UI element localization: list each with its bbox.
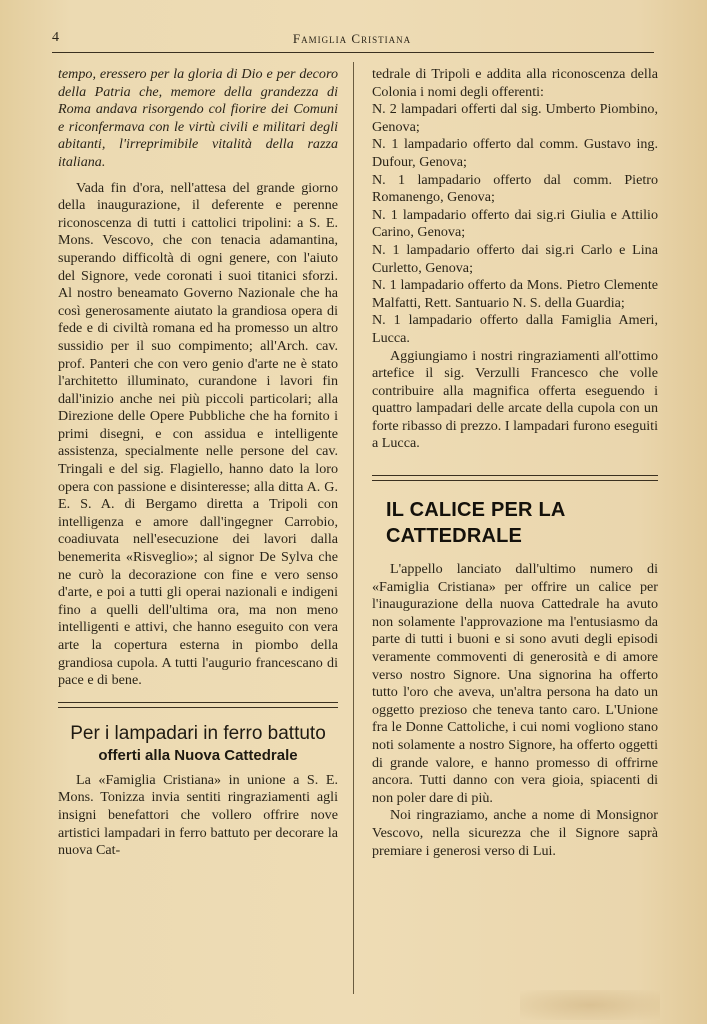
acknowledgement-paragraph: Vada fin d'ora, nell'attesa del grande giorno della inaugurazione, il deferente e perenne riconoscenza di tutti i cattolici tripolini: a S. E. Mons. Vescovo, che con tenacia adamantina, superando difficoltà di ogni genere, con l'aiuto del Signore, vede coronati i suoi titanici sforzi. Al nostro beneamato Governo Nazionale che ha così generosamente aiutato la grandiosa opera di fede e di civiltà romana ed ha promesso un altro sussidio per il suo compimento; all'Arch. cav. prof. Panteri che con vero genio d'arte ne è stato l'architetto illuminato, curandone i lavori fin dall'inizio anche nei più piccoli particolari; alla Direzione delle Opere Pubbliche che ha fornito i primi disegni, e con assidua e intelligente assistenza, specialmente nelle persone del cav. Tringali e del sig. Flagiello, hanno dato la loro opera con passione e disinteresse; alla ditta A. G. E. S. A. di Bergamo diretta a Tripoli con intelligenza e amore dall'ingegner Carrobio, coadiuvata nell'esecuzione dei lavori dalla benemerita «Risveglio»; al signor De Sylva che ne curò la decorazione con fine e vero senso d'arte, e poi a tutti gli operai nazionali e indigeni fino a quelli dell'ultima ora, ma non meno intelligenti e attivi, che hanno eseguito con vera arte la copertura esterna in piombo della grandiosa cupola. A tutti l'augurio francescano di pace e di bene. [58,179,338,689]
lampadari-subheadline: offerti alla Nuova Cattedrale [98,746,298,764]
donor-item: N. 1 lampadario offerto da Mons. Pietro Clemente Malfatti, Rett. Santuario N. S. della Guardia; [372,277,658,311]
page-header [52,28,652,50]
calice-paragraph-2: Noi ringraziamo, anche a nome di Monsignor Vescovo, nella sicurezza che il Signore saprà premiare i generosi verso di Lui. [372,807,658,859]
donor-item: N. 1 lampadario offerto dal comm. Pietro Romanengo, Genova; [372,171,658,206]
donor-item: N. 1 lampadario offerto dai sig.ri Carlo e Lina Curletto, Genova; [372,241,658,276]
intro-italic-paragraph: tempo, eressero per la gloria di Dio e per decoro della Patria che, memore della grandezza di Roma andava risorgendo col fiorire dei Comuni e riconfermava con le virtù civili e militari degli abitanti, l'irreprimibile vitalità della razza italiana. [58,66,338,170]
running-title: Famiglia Cristiana [292,31,412,46]
left-column [58,66,338,860]
header-rule [52,52,654,53]
donor-item: N. 2 lampadari offerti dal sig. Umberto Piombino, Genova; [372,101,658,135]
lampadari-headline: Per i lampadari in ferro battuto [70,722,326,744]
donor-item: N. 1 lampadario offerto dal comm. Gustavo ing. Dufour, Genova; [372,136,658,170]
donor-item: N. 1 lampadario offerto dalla Famiglia Ameri, Lucca. [372,312,658,346]
section-double-rule [58,702,338,708]
thanks-paragraph: Aggiungiamo i nostri ringraziamenti all'ottimo artefice il sig. Verzulli Francesco che volle contribuire alla magnifica offerta eseguendo i quattro lampadari delle arcate della cupola con un forte ribasso di prezzo. I lampadari furono eseguiti a Lucca. [372,347,658,452]
lampadari-body: La «Famiglia Cristiana» in unione a S. E. Mons. Tonizza invia sentiti ringraziamenti agli insigni benefattori che vollero offrire nove artistici lampadari in ferro battuto per decorare la nuova Cat- [58,771,338,859]
continued-paragraph: tedrale di Tripoli e addita alla riconoscenza della Colonia i nomi degli offerenti: [372,66,658,100]
column-divider [353,62,354,994]
page-number: 4 [52,30,59,45]
calice-paragraph-1: L'appello lanciato dall'ultimo numero di «Famiglia Cristiana» per offrire un calice per l'inaugurazione della nuova Cattedrale ha avuto non solamente l'approvazione ma l'entusiasmo da parte di tutti i buoni e si sono avuti degli episodi veramente commoventi di generosità e di amore verso nostro Signore. Una signorina ha offerto tutto l'oro che aveva, un'altra persona ha dato un oggetto prezioso che teneva tanto caro. L'Unione fra le Donne Cattoliche, i cui nomi vogliono stano noti solamente a nostro Signore, ha offerto oggetti di grande valore, e hanno promesso di offrirne ancora. Tutti danno con vera gioia, spiacenti di non poler dare di più. [372,561,658,806]
donor-item: N. 1 lampadario offerto dai sig.ri Giulia e Attilio Carino, Genova; [372,206,658,241]
section-double-rule [372,475,658,481]
right-column [372,66,658,860]
paper-stain [520,990,660,1020]
calice-headline: IL CALICE PER LA CATTEDRALE [386,499,565,548]
